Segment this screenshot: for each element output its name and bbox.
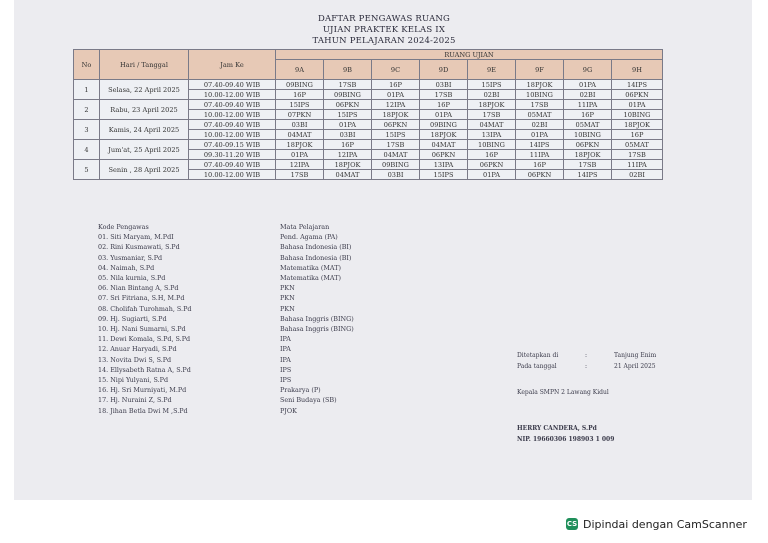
session-time: 10.00-12.00 WIB [189,130,276,140]
session-time: 10.00-12.00 WIB [189,170,276,180]
room-cell: 06PKN [468,160,516,170]
room-cell: 15IPS [276,100,324,110]
supervisor-item: 04. Naimah, S.Pd [98,263,155,272]
room-header: 9E [468,60,516,80]
subject-item: PKN [280,304,295,313]
subject-heading: Mata Pelajaran [280,223,330,231]
room-cell: 01PA [324,120,372,130]
room-cell: 09BING [420,120,468,130]
room-cell: 14IPS [564,170,612,180]
room-cell: 16P [372,80,420,90]
subject-item: IPS [280,365,292,374]
room-cell: 02BI [564,90,612,100]
day-number: 5 [74,160,100,180]
room-cell: 13IPA [420,160,468,170]
supervisor-item: 13. Novita Dwi S, S.Pd [98,355,172,364]
room-cell: 01PA [276,150,324,160]
room-cell: 01PA [372,90,420,100]
room-cell: 04MAT [372,150,420,160]
subject-item: Bahasa Inggris (BING) [280,325,354,334]
session-time: 07.40-09.40 WIB [189,120,276,130]
supervisor-item: 03. Yusmaniar, S.Pd [98,253,163,262]
supervisor-item: 07. Sri Fitriana, S.H, M.Pd [98,294,185,303]
day-number: 4 [74,140,100,160]
room-cell: 01PA [564,80,612,90]
signer-name: HERRY CANDERA, S.Pd [517,425,597,432]
room-cell: 16P [516,160,564,170]
table-row [74,80,663,90]
table-row [74,100,663,110]
day-date: Jum'at, 25 April 2025 [100,140,189,160]
room-cell: 12IPA [324,150,372,160]
room-cell: 18PJOK [276,140,324,150]
room-cell: 11IPA [564,100,612,110]
room-cell: 18PJOK [564,150,612,160]
set-at-colon: : [585,352,588,359]
subject-item: PKN [280,294,295,303]
room-cell: 06PKN [420,150,468,160]
header-no: No [74,50,100,80]
table-row [74,140,663,150]
header-time: Jam Ke [189,50,276,80]
subject-item: Bahasa Inggris (BING) [280,314,354,323]
day-date: Senin , 28 April 2025 [100,160,189,180]
room-cell: 04MAT [324,170,372,180]
room-cell: 17SB [420,90,468,100]
supervisor-item: 06. Nian Bintang A, S.Pd [98,284,179,293]
room-cell: 07PKN [276,110,324,120]
title-line-1: DAFTAR PENGAWAS RUANG [317,14,451,24]
date-value: 21 April 2025 [614,363,656,370]
room-cell: 09BING [324,90,372,100]
session-time: 07.40-09.40 WIB [189,160,276,170]
room-header: 9G [564,60,612,80]
room-cell: 01PA [420,110,468,120]
room-cell: 17SB [276,170,324,180]
room-cell: 11IPA [516,150,564,160]
room-cell: 11IPA [612,160,663,170]
supervisor-list [98,222,191,416]
room-cell: 14IPS [612,80,663,90]
room-cell: 05MAT [516,110,564,120]
room-cell: 06PKN [372,120,420,130]
room-cell: 02BI [516,120,564,130]
room-cell: 09BING [372,160,420,170]
room-cell: 18PJOK [468,100,516,110]
session-time: 07.40-09.40 WIB [189,80,276,90]
room-cell: 16P [324,140,372,150]
subject-item: IPA [280,335,291,344]
subject-item: IPS [280,376,292,385]
room-header: 9D [420,60,468,80]
room-cell: 04MAT [276,130,324,140]
room-cell: 02BI [612,170,663,180]
day-number: 2 [74,100,100,120]
supervisor-item: 11. Dewi Komala, S.Pd, S.Pd [98,335,191,344]
room-cell: 06PKN [564,140,612,150]
room-cell: 01PA [468,170,516,180]
room-header: 9C [372,60,420,80]
schedule-table [73,49,663,180]
room-cell: 10BING [612,110,663,120]
room-cell: 16P [612,130,663,140]
room-cell: 17SB [468,110,516,120]
title-line-2: UJIAN PRAKTEK KELAS IX [322,25,446,35]
table-row [74,160,663,170]
room-cell: 05MAT [564,120,612,130]
supervisor-item: 01. Siti Maryam, M.PdI [98,233,174,242]
supervisor-item: 09. Hj. Sugiarti, S.Pd [98,314,167,323]
supervisor-item: 16. Hj. Sri Murniyati, M.Pd [98,386,187,395]
subject-item: Prakarya (P) [280,386,321,395]
room-cell: 17SB [372,140,420,150]
session-time: 07.40-09.15 WIB [189,140,276,150]
room-cell: 01PA [516,130,564,140]
room-cell: 15IPS [468,80,516,90]
room-cell: 03BI [324,130,372,140]
subject-item: PJOK [280,406,297,415]
room-cell: 02BI [468,90,516,100]
room-cell: 18PJOK [516,80,564,90]
room-cell: 16P [564,110,612,120]
table-row [74,120,663,130]
subject-item: IPA [280,355,291,364]
room-header: 9B [324,60,372,80]
room-cell: 15IPS [372,130,420,140]
room-cell: 17SB [564,160,612,170]
day-date: Rabu, 23 April 2025 [100,100,189,120]
supervisor-item: 17. Hj. Nuraini Z, S.Pd [98,396,172,405]
room-header: 9A [276,60,324,80]
room-cell: 10BING [516,90,564,100]
day-date: Selasa, 22 April 2025 [100,80,189,100]
room-cell: 10BING [564,130,612,140]
room-cell: 12IPA [276,160,324,170]
room-cell: 18PJOK [420,130,468,140]
session-time: 10.00-12.00 WIB [189,110,276,120]
subject-list [280,222,354,416]
supervisor-item: 10. Hj. Nani Sumarni, S.Pd [98,325,186,334]
supervisor-item: 02. Rini Kusmawati, S.Pd [98,243,180,252]
room-cell: 05MAT [612,140,663,150]
day-number: 1 [74,80,100,100]
room-cell: 15IPS [420,170,468,180]
supervisor-item: 14. Ellysabeth Ratna A, S.Pd [98,365,191,374]
room-cell: 14IPS [516,140,564,150]
room-cell: 06PKN [612,90,663,100]
room-cell: 15IPS [324,110,372,120]
supervisor-item: 05. Nila kurnia, S.Pd [98,274,166,283]
subject-item: PKN [280,284,295,293]
subject-item: IPA [280,345,291,354]
room-cell: 03BI [420,80,468,90]
room-header: 9H [612,60,663,80]
room-cell: 17SB [324,80,372,90]
date-label: Pada tanggal [517,363,557,370]
camscanner-watermark [566,515,747,533]
supervisor-item: 15. Nipi Yulyani, S.Pd [98,376,169,385]
room-cell: 16P [468,150,516,160]
session-time: 10.00-12.00 WIB [189,90,276,100]
room-cell: 03BI [372,170,420,180]
room-cell: 06PKN [324,100,372,110]
signer-nip: NIP. 19660306 198903 1 009 [517,436,615,443]
room-cell: 16P [420,100,468,110]
session-time: 09.30-11.20 WIB [189,150,276,160]
room-cell: 01PA [612,100,663,110]
room-header: 9F [516,60,564,80]
date-colon: : [585,363,588,370]
header-rooms-group: RUANG UJIAN [276,50,663,60]
header-day: Hari / Tanggal [100,50,189,80]
room-cell: 13IPA [468,130,516,140]
subject-item: Bahasa Indonesia (BI) [280,253,352,262]
room-cell: 04MAT [420,140,468,150]
room-cell: 18PJOK [372,110,420,120]
room-cell: 10BING [468,140,516,150]
room-cell: 03BI [276,120,324,130]
set-at-value: Tanjung Enim [614,352,657,359]
supervisor-item: 18. Jihan Betla Dwi M ,S.Pd [98,406,188,415]
day-number: 3 [74,120,100,140]
set-at-label: Ditetapkan di [517,352,559,359]
room-cell: 17SB [516,100,564,110]
subject-item: Bahasa Indonesia (BI) [280,243,352,252]
subject-item: Matematika (MAT) [280,263,341,272]
subject-item: Pend. Agama (PA) [280,233,338,242]
room-cell: 16P [276,90,324,100]
day-date: Kamis, 24 April 2025 [100,120,189,140]
room-cell: 17SB [612,150,663,160]
room-cell: 18PJOK [612,120,663,130]
signer-position: Kepala SMPN 2 Lawang Kidul [517,389,609,396]
subject-item: Seni Budaya (SB) [280,396,337,405]
room-cell: 06PKN [516,170,564,180]
session-time: 07.40-09.40 WIB [189,100,276,110]
room-cell: 12IPA [372,100,420,110]
camscanner-text: Dipindai dengan CamScanner [583,517,747,531]
supervisor-item: 08. Cholifah Turohmah, S.Pd [98,304,192,313]
supervisor-item: 12. Anuar Haryadi, S.Pd [98,345,177,354]
subject-item: Matematika (MAT) [280,274,341,283]
room-cell: 09BING [276,80,324,90]
room-cell: 18PJOK [324,160,372,170]
camscanner-icon: CS [566,520,578,528]
room-cell: 04MAT [468,120,516,130]
supervisor-heading: Kode Pengawas [98,223,149,231]
title-line-3: TAHUN PELAJARAN 2024-2025 [312,36,456,46]
